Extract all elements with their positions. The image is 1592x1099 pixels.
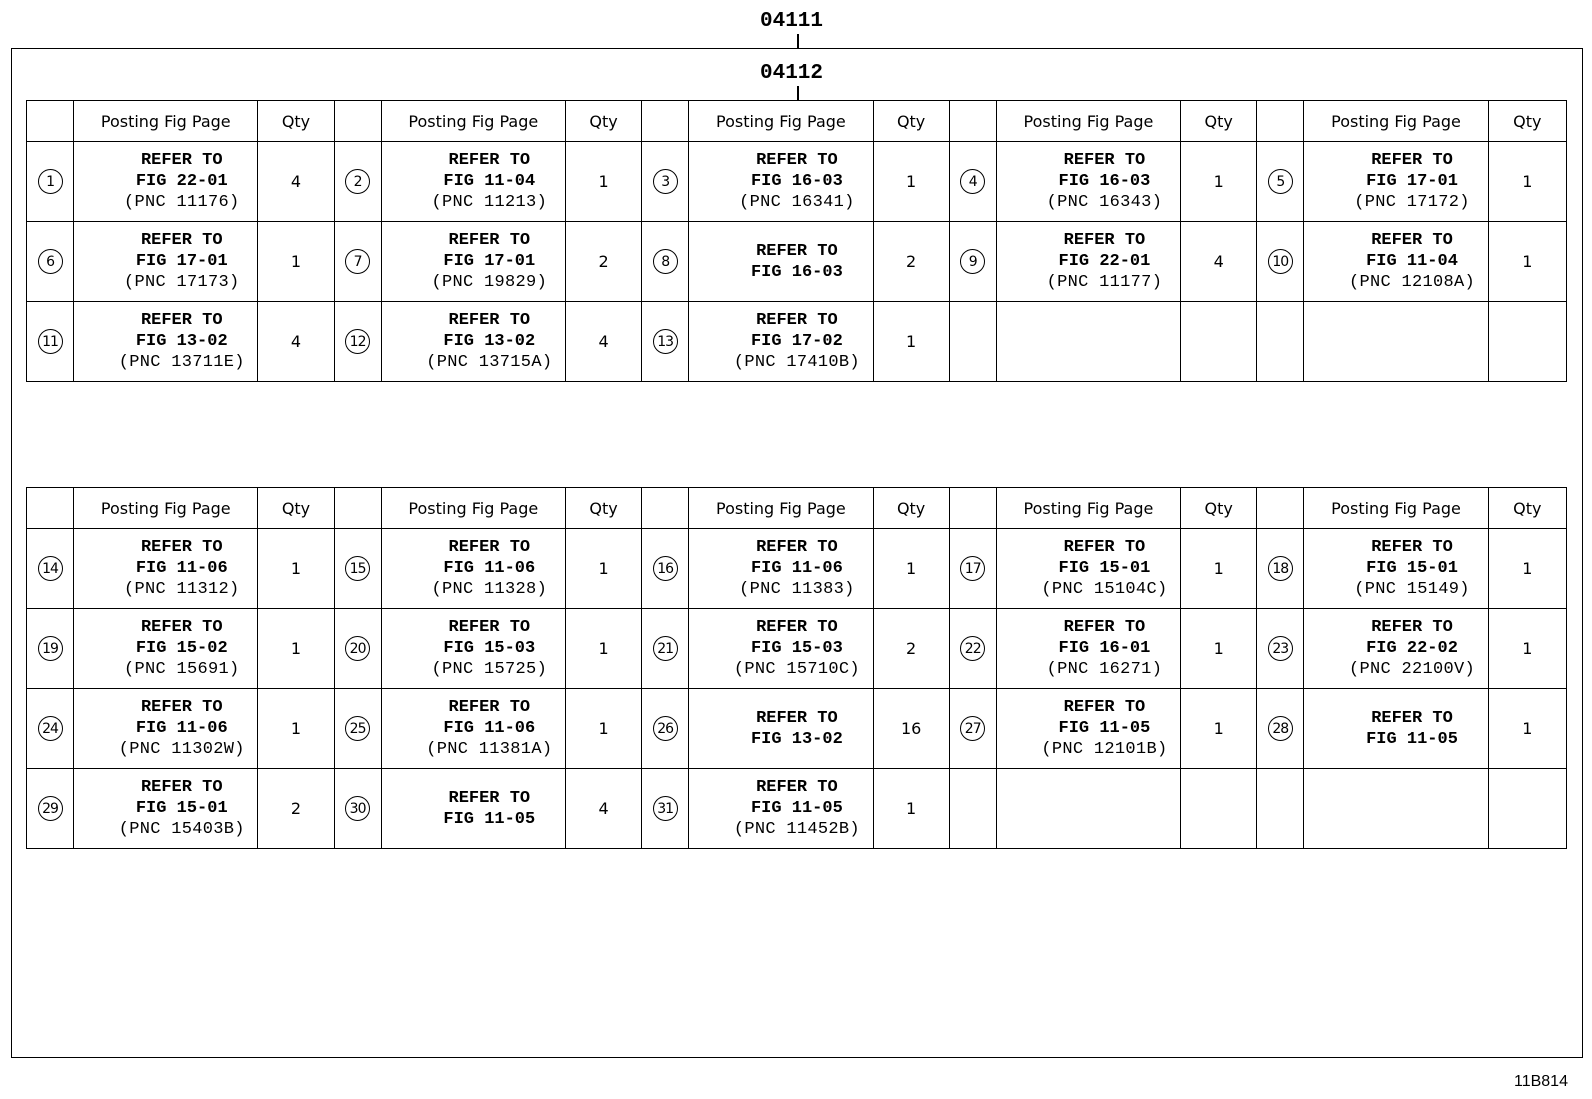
posting-cell [381, 222, 565, 302]
callout-number: 8 [653, 249, 678, 274]
illustration-code: 11B814 [1514, 1073, 1568, 1090]
table-row [27, 689, 1567, 769]
header-posting-fig-page: Posting Fig Page [996, 488, 1180, 529]
header-posting-fig-page: Posting Fig Page [74, 488, 258, 529]
qty-cell: 1 [565, 689, 641, 769]
qty-cell: 1 [873, 529, 949, 609]
refer-text: REFER TO [1371, 708, 1453, 728]
header-index [642, 101, 689, 142]
index-cell [949, 529, 996, 609]
callout-number: 29 [38, 796, 63, 821]
refer-text: REFER TO [140, 231, 223, 250]
pnc-reference: (PNC 15710C) [733, 660, 860, 679]
pnc-reference: (PNC 11383) [739, 580, 855, 599]
refer-text: REFER TO [1371, 618, 1453, 637]
refer-text: REFER TO [140, 698, 223, 717]
fig-reference: FIG 15-03 [750, 639, 843, 658]
callout-number: 28 [1268, 716, 1293, 741]
index-cell [27, 142, 74, 222]
fig-reference: FIG 16-03 [750, 262, 843, 282]
fig-reference: FIG 22-02 [1366, 639, 1458, 658]
posting-cell [74, 689, 258, 769]
fig-reference: FIG 16-03 [1058, 172, 1151, 191]
refer-text: REFER TO [448, 151, 531, 170]
refer-text: REFER TO [1371, 538, 1453, 557]
pnc-reference: (PNC 15403B) [118, 820, 245, 839]
qty-cell: 4 [565, 769, 641, 849]
posting-cell [74, 142, 258, 222]
header-qty: Qty [1181, 101, 1257, 142]
fig-reference: FIG 17-01 [1366, 172, 1458, 191]
refer-text: REFER TO [448, 788, 531, 808]
index-cell [949, 769, 996, 849]
header-posting-fig-page: Posting Fig Page [381, 488, 565, 529]
qty-cell: 2 [873, 222, 949, 302]
posting-cell [381, 302, 565, 382]
fig-reference: FIG 13-02 [443, 332, 536, 351]
index-cell [642, 222, 689, 302]
qty-cell: 1 [565, 609, 641, 689]
leader-line [797, 34, 799, 48]
posting-cell [689, 302, 873, 382]
posting-cell [381, 609, 565, 689]
pnc-reference: (PNC 12101B) [1041, 740, 1168, 759]
header-index [334, 488, 381, 529]
refer-text: REFER TO [140, 618, 223, 637]
qty-cell: 1 [1181, 609, 1257, 689]
callout-number: 22 [960, 636, 985, 661]
refer-text: REFER TO [756, 241, 838, 261]
index-cell [949, 142, 996, 222]
callout-number: 7 [345, 249, 370, 274]
inner-assembly-code: 04112 [760, 62, 824, 85]
fig-reference: FIG 15-02 [135, 639, 228, 658]
index-cell [1257, 769, 1304, 849]
qty-cell: 16 [873, 689, 949, 769]
callout-number: 26 [653, 716, 678, 741]
callout-number: 31 [653, 796, 678, 821]
header-qty: Qty [873, 488, 949, 529]
fig-reference: FIG 17-01 [135, 252, 228, 271]
table-row [27, 222, 1567, 302]
posting-cell [996, 609, 1180, 689]
pnc-reference: (PNC 16341) [739, 193, 855, 212]
pnc-reference: (PNC 17172) [1354, 193, 1470, 212]
pnc-reference: (PNC 12108A) [1348, 273, 1476, 292]
pnc-reference: (PNC 11381A) [426, 740, 553, 759]
callout-number: 5 [1268, 169, 1293, 194]
pnc-reference: (PNC 11176) [123, 193, 240, 212]
header-index [27, 488, 74, 529]
header-index [642, 488, 689, 529]
index-cell [1257, 222, 1304, 302]
posting-cell [1304, 609, 1488, 689]
header-qty: Qty [258, 488, 334, 529]
index-cell [334, 769, 381, 849]
refer-text: REFER TO [448, 231, 531, 250]
callout-number: 15 [345, 556, 370, 581]
index-cell [334, 302, 381, 382]
index-cell [1257, 609, 1304, 689]
fig-reference: FIG 11-04 [443, 172, 536, 191]
pnc-reference: (PNC 17410B) [733, 353, 860, 372]
refer-text: REFER TO [140, 778, 223, 797]
callout-number: 25 [345, 716, 370, 741]
index-cell [1257, 142, 1304, 222]
refer-text: REFER TO [756, 538, 838, 557]
pnc-reference: (PNC 15725) [431, 660, 548, 679]
pnc-reference: (PNC 16343) [1046, 193, 1163, 212]
fig-reference: FIG 16-03 [750, 172, 843, 191]
refer-text: REFER TO [448, 618, 531, 637]
index-cell [334, 689, 381, 769]
table-row [27, 609, 1567, 689]
callout-number: 11 [38, 329, 63, 354]
header-posting-fig-page: Posting Fig Page [689, 101, 873, 142]
refer-text: REFER TO [1063, 538, 1146, 557]
fig-reference: FIG 15-01 [135, 799, 228, 818]
header-qty: Qty [565, 488, 641, 529]
header-posting-fig-page: Posting Fig Page [1304, 101, 1488, 142]
index-cell [1257, 689, 1304, 769]
posting-cell [996, 769, 1180, 849]
callout-number: 20 [345, 636, 370, 661]
qty-cell: 1 [873, 142, 949, 222]
fig-reference: FIG 15-01 [1366, 559, 1458, 578]
pnc-reference: (PNC 13711E) [118, 353, 245, 372]
index-cell [642, 529, 689, 609]
callout-number: 9 [960, 249, 985, 274]
refer-text: REFER TO [140, 151, 223, 170]
callout-number: 16 [653, 556, 678, 581]
posting-cell [996, 222, 1180, 302]
header-qty: Qty [258, 101, 334, 142]
pnc-reference: (PNC 11302W) [118, 740, 245, 759]
qty-cell: 1 [258, 609, 334, 689]
pnc-reference: (PNC 11177) [1046, 273, 1163, 292]
fig-reference: FIG 13-02 [135, 332, 228, 351]
posting-cell [1304, 769, 1488, 849]
header-qty: Qty [565, 101, 641, 142]
fig-reference: FIG 15-03 [443, 639, 536, 658]
posting-cell [689, 769, 873, 849]
qty-cell: 1 [565, 529, 641, 609]
qty-cell: 1 [258, 529, 334, 609]
callout-number: 12 [345, 329, 370, 354]
callout-number: 19 [38, 636, 63, 661]
posting-cell [689, 689, 873, 769]
posting-cell [381, 769, 565, 849]
posting-cell [74, 302, 258, 382]
refer-text: REFER TO [1063, 151, 1146, 170]
qty-cell: 1 [1181, 142, 1257, 222]
fig-reference: FIG 16-01 [1058, 639, 1151, 658]
index-cell [27, 609, 74, 689]
qty-cell: 1 [873, 302, 949, 382]
table-row [27, 529, 1567, 609]
fig-reference: FIG 11-06 [135, 559, 228, 578]
fig-reference: FIG 11-06 [750, 559, 843, 578]
posting-cell [1304, 142, 1488, 222]
fig-reference: FIG 11-04 [1366, 252, 1458, 271]
posting-cell [74, 222, 258, 302]
pnc-reference: (PNC 11213) [431, 193, 548, 212]
qty-cell [1181, 302, 1257, 382]
pnc-reference: (PNC 11452B) [733, 820, 860, 839]
qty-cell: 1 [1488, 689, 1566, 769]
header-index [949, 488, 996, 529]
header-posting-fig-page: Posting Fig Page [689, 488, 873, 529]
fig-reference: FIG 11-06 [443, 719, 536, 738]
pnc-reference: (PNC 19829) [431, 273, 548, 292]
refer-text: REFER TO [756, 618, 838, 637]
callout-number: 18 [1268, 556, 1293, 581]
posting-cell [996, 689, 1180, 769]
index-cell [27, 529, 74, 609]
pnc-reference: (PNC 11328) [431, 580, 548, 599]
posting-cell [996, 302, 1180, 382]
refer-text: REFER TO [756, 778, 838, 797]
posting-cell [74, 529, 258, 609]
posting-cell [996, 142, 1180, 222]
refer-text: REFER TO [756, 708, 838, 728]
fig-reference: FIG 11-05 [443, 809, 536, 829]
refer-text: REFER TO [448, 538, 531, 557]
qty-cell: 4 [258, 302, 334, 382]
pnc-reference: (PNC 17173) [123, 273, 240, 292]
qty-cell: 1 [1488, 142, 1566, 222]
fig-reference: FIG 22-01 [135, 172, 228, 191]
qty-cell: 1 [258, 222, 334, 302]
index-cell [642, 609, 689, 689]
table-row [27, 142, 1567, 222]
index-cell [949, 222, 996, 302]
refer-text: REFER TO [448, 698, 531, 717]
posting-cell [689, 529, 873, 609]
callout-number: 27 [960, 716, 985, 741]
fig-reference: FIG 17-02 [750, 332, 843, 351]
callout-number: 10 [1268, 249, 1293, 274]
qty-cell: 1 [258, 689, 334, 769]
pnc-reference: (PNC 16271) [1046, 660, 1163, 679]
qty-cell [1488, 769, 1566, 849]
callout-number: 1 [38, 169, 63, 194]
table-row [27, 302, 1567, 382]
qty-cell: 2 [565, 222, 641, 302]
callout-number: 24 [38, 716, 63, 741]
index-cell [949, 302, 996, 382]
leader-line [797, 86, 799, 100]
header-row [27, 488, 1567, 529]
posting-cell [1304, 689, 1488, 769]
index-cell [949, 609, 996, 689]
refer-text: REFER TO [1063, 698, 1146, 717]
parts-table-2 [26, 487, 1567, 849]
posting-cell [996, 529, 1180, 609]
index-cell [334, 142, 381, 222]
index-cell [27, 222, 74, 302]
header-index [1257, 488, 1304, 529]
qty-cell: 1 [873, 769, 949, 849]
fig-reference: FIG 17-01 [443, 252, 536, 271]
index-cell [642, 689, 689, 769]
posting-cell [74, 609, 258, 689]
qty-cell [1181, 769, 1257, 849]
callout-number: 21 [653, 636, 678, 661]
posting-cell [689, 142, 873, 222]
qty-cell: 1 [565, 142, 641, 222]
refer-text: REFER TO [1371, 231, 1453, 250]
qty-cell: 1 [1488, 529, 1566, 609]
refer-text: REFER TO [1063, 618, 1146, 637]
header-qty: Qty [873, 101, 949, 142]
fig-reference: FIG 11-05 [750, 799, 843, 818]
pnc-reference: (PNC 15104C) [1041, 580, 1168, 599]
fig-reference: FIG 11-06 [443, 559, 536, 578]
posting-cell [1304, 302, 1488, 382]
header-row [27, 101, 1567, 142]
index-cell [642, 142, 689, 222]
header-posting-fig-page: Posting Fig Page [74, 101, 258, 142]
fig-reference: FIG 11-05 [1366, 729, 1458, 749]
header-index [27, 101, 74, 142]
qty-cell: 2 [873, 609, 949, 689]
callout-number: 17 [960, 556, 985, 581]
fig-reference: FIG 22-01 [1058, 252, 1151, 271]
pnc-reference: (PNC 22100V) [1348, 660, 1476, 679]
qty-cell: 1 [1488, 222, 1566, 302]
posting-cell [1304, 529, 1488, 609]
posting-cell [689, 222, 873, 302]
index-cell [27, 769, 74, 849]
index-cell [334, 222, 381, 302]
callout-number: 3 [653, 169, 678, 194]
qty-cell: 4 [258, 142, 334, 222]
refer-text: REFER TO [756, 311, 838, 330]
header-qty: Qty [1488, 101, 1566, 142]
qty-cell: 1 [1488, 609, 1566, 689]
callout-number: 30 [345, 796, 370, 821]
pnc-reference: (PNC 11312) [123, 580, 240, 599]
callout-number: 6 [38, 249, 63, 274]
header-posting-fig-page: Posting Fig Page [381, 101, 565, 142]
fig-reference: FIG 15-01 [1058, 559, 1151, 578]
callout-number: 4 [960, 169, 985, 194]
qty-cell: 4 [1181, 222, 1257, 302]
callout-number: 23 [1268, 636, 1293, 661]
outer-assembly-code: 04111 [760, 10, 824, 33]
posting-cell [74, 769, 258, 849]
fig-reference: FIG 13-02 [750, 729, 843, 749]
index-cell [334, 609, 381, 689]
refer-text: REFER TO [756, 151, 838, 170]
header-qty: Qty [1488, 488, 1566, 529]
posting-cell [381, 689, 565, 769]
header-posting-fig-page: Posting Fig Page [1304, 488, 1488, 529]
index-cell [642, 769, 689, 849]
callout-number: 13 [653, 329, 678, 354]
refer-text: REFER TO [1063, 231, 1146, 250]
index-cell [949, 689, 996, 769]
header-index [334, 101, 381, 142]
pnc-reference: (PNC 13715A) [426, 353, 553, 372]
index-cell [27, 689, 74, 769]
callout-number: 2 [345, 169, 370, 194]
qty-cell: 1 [1181, 689, 1257, 769]
qty-cell: 4 [565, 302, 641, 382]
table-row [27, 769, 1567, 849]
index-cell [1257, 302, 1304, 382]
qty-cell: 2 [258, 769, 334, 849]
header-qty: Qty [1181, 488, 1257, 529]
callout-number: 14 [38, 556, 63, 581]
header-index [949, 101, 996, 142]
posting-cell [1304, 222, 1488, 302]
posting-cell [381, 529, 565, 609]
fig-reference: FIG 11-06 [135, 719, 228, 738]
fig-reference: FIG 11-05 [1058, 719, 1151, 738]
pnc-reference: (PNC 15691) [123, 660, 240, 679]
pnc-reference: (PNC 15149) [1354, 580, 1470, 599]
index-cell [1257, 529, 1304, 609]
posting-cell [689, 609, 873, 689]
index-cell [27, 302, 74, 382]
header-posting-fig-page: Posting Fig Page [996, 101, 1180, 142]
refer-text: REFER TO [448, 311, 531, 330]
posting-cell [381, 142, 565, 222]
refer-text: REFER TO [140, 538, 223, 557]
qty-cell: 1 [1181, 529, 1257, 609]
index-cell [334, 529, 381, 609]
parts-table-1 [26, 100, 1567, 382]
qty-cell [1488, 302, 1566, 382]
header-index [1257, 101, 1304, 142]
refer-text: REFER TO [140, 311, 223, 330]
index-cell [642, 302, 689, 382]
refer-text: REFER TO [1371, 151, 1453, 170]
